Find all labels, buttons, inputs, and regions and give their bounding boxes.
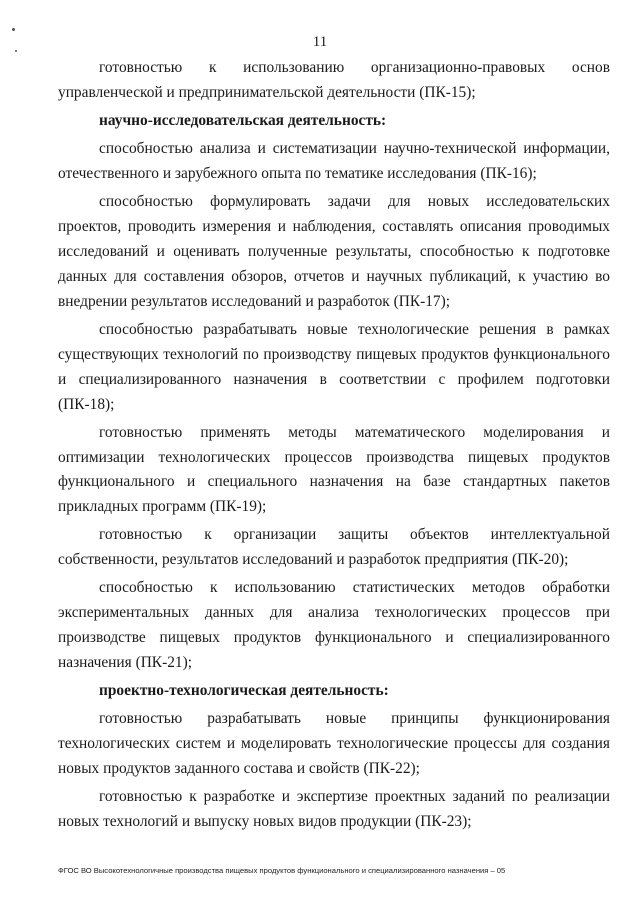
paragraph-pk23: готовностью к разработке и экспертизе проектных заданий по реализации новых технологий и выпуску новых видов продукции (ПК-23); xyxy=(58,788,610,831)
page-footer: ФГОС ВО Высокотехнологичные производства пищевых продуктов функционального и специализированного назначения – 05 xyxy=(58,866,506,875)
paragraph-pk17: способностью формулировать задачи для новых исследовательских проектов, проводить измерения и наблюдения, составлять описания проводимых исследований и оценивать полученные результаты, способностью к подготовке данных для составления обзоров, отчетов и научных публикаций, к участию во внедрении результатов исследований и разработок (ПК-17); xyxy=(58,193,610,310)
paragraph-pk15: готовностью к использованию организационно-правовых основ управленческой и предпринимательской деятельности (ПК-15); xyxy=(58,59,610,101)
paragraph-pk22: готовностью разрабатывать новые принципы функционирования технологических систем и моделировать технологические процессы для создания новых продуктов заданного состава и свойств (ПК-22); xyxy=(58,710,610,778)
paragraph-pk20: готовностью к организации защиты объектов интеллектуальной собственности, результатов исследований и разработок предприятия (ПК-20); xyxy=(58,526,610,569)
paragraph-pk18: способностью разрабатывать новые технологические решения в рамках существующих технологий по производству пищевых продуктов функционального и специализированного назначения в соответствии с профилем подготовки (ПК-18); xyxy=(58,320,610,413)
section-heading-research: научно-исследовательская деятельность: xyxy=(99,112,387,129)
page-body xyxy=(58,56,610,838)
section-heading-design: проектно-технологическая деятельность: xyxy=(99,682,389,700)
page-number: 11 xyxy=(312,34,328,50)
paragraph-pk21: способностью к использованию статистических методов обработки экспериментальных данных для анализа технологических процессов при производстве пищевых продуктов функционального и специализированного назначения (ПК-21); xyxy=(58,579,610,672)
scan-speck xyxy=(12,28,15,31)
paragraph-pk19: готовностью применять методы математического моделирования и оптимизации технологических процессов производства пищевых продуктов функционального и специального назначения на базе стандартных пакетов прикладных программ (ПК-19); xyxy=(58,423,610,516)
paragraph-pk16: способностью анализа и систематизации научно-технической информации, отечественного и зарубежного опыта по тематике исследования (ПК-16); xyxy=(58,140,610,182)
